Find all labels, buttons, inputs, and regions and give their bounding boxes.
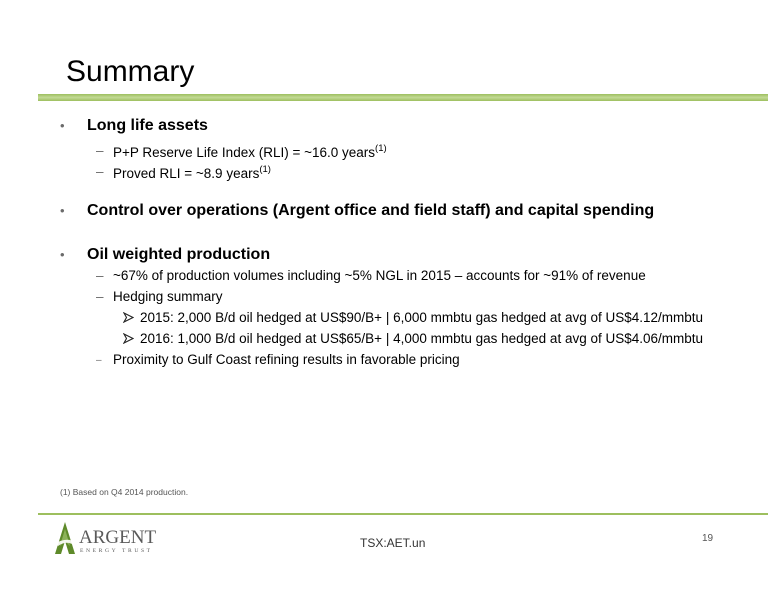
sub-bullet-text: ~67% of production volumes including ~5% NGL in 2015 – accounts for ~91% of revenue xyxy=(113,268,646,283)
logo-word: ARGENT xyxy=(79,527,157,548)
footnote: (1) Based on Q4 2014 production. xyxy=(60,487,189,497)
dash-icon: – xyxy=(96,164,104,179)
page-number: 19 xyxy=(702,533,714,544)
bullet-text: Control over operations (Argent office and field staff) and capital spending xyxy=(87,202,655,219)
dash-icon: – xyxy=(96,268,104,283)
sub-bullet-text: Hedging summary xyxy=(113,289,223,304)
bullet-icon: • xyxy=(60,203,65,218)
dash-icon: – xyxy=(96,143,104,158)
footer-divider xyxy=(38,513,768,515)
sub-bullet-text: Proximity to Gulf Coast refining results in favorable pricing xyxy=(113,352,460,367)
dash-icon: – xyxy=(96,355,102,366)
title-divider xyxy=(38,94,768,101)
bullet-icon: • xyxy=(60,118,65,133)
sub-bullet-text: P+P Reserve Life Index (RLI) = ~16.0 years$^{(1)}$ xyxy=(113,143,387,160)
slide-title: Summary xyxy=(66,55,195,88)
ticker-symbol: TSX:AET.un xyxy=(360,536,426,550)
hedge-item-text: 2015: 2,000 B/d oil hedged at US$90/B+ | 6,000 mmbtu gas hedged at avg of US$4.12/mmbtu xyxy=(140,310,704,325)
arrow-bullet-icon xyxy=(123,332,134,347)
hedge-item-text: 2016: 1,000 B/d oil hedged at US$65/B+ | 4,000 mmbtu gas hedged at avg of US$4.06/mmbtu xyxy=(140,331,704,346)
bullet-text: Long life assets xyxy=(87,117,208,134)
arrow-bullet-icon xyxy=(123,311,134,326)
bullet-text: Oil weighted production xyxy=(87,246,271,263)
logo-subtitle: ENERGY TRUST xyxy=(80,548,153,554)
footnote-ref: (1) xyxy=(259,164,271,175)
dash-icon: – xyxy=(96,289,104,304)
footnote-ref: (1) xyxy=(375,143,387,154)
sub-bullet-text: Proved RLI = ~8.9 years$^{(1)}$ xyxy=(113,164,271,181)
argent-logo-mark-icon xyxy=(54,521,174,555)
argent-logo xyxy=(54,521,174,555)
bullet-icon: • xyxy=(60,247,65,262)
